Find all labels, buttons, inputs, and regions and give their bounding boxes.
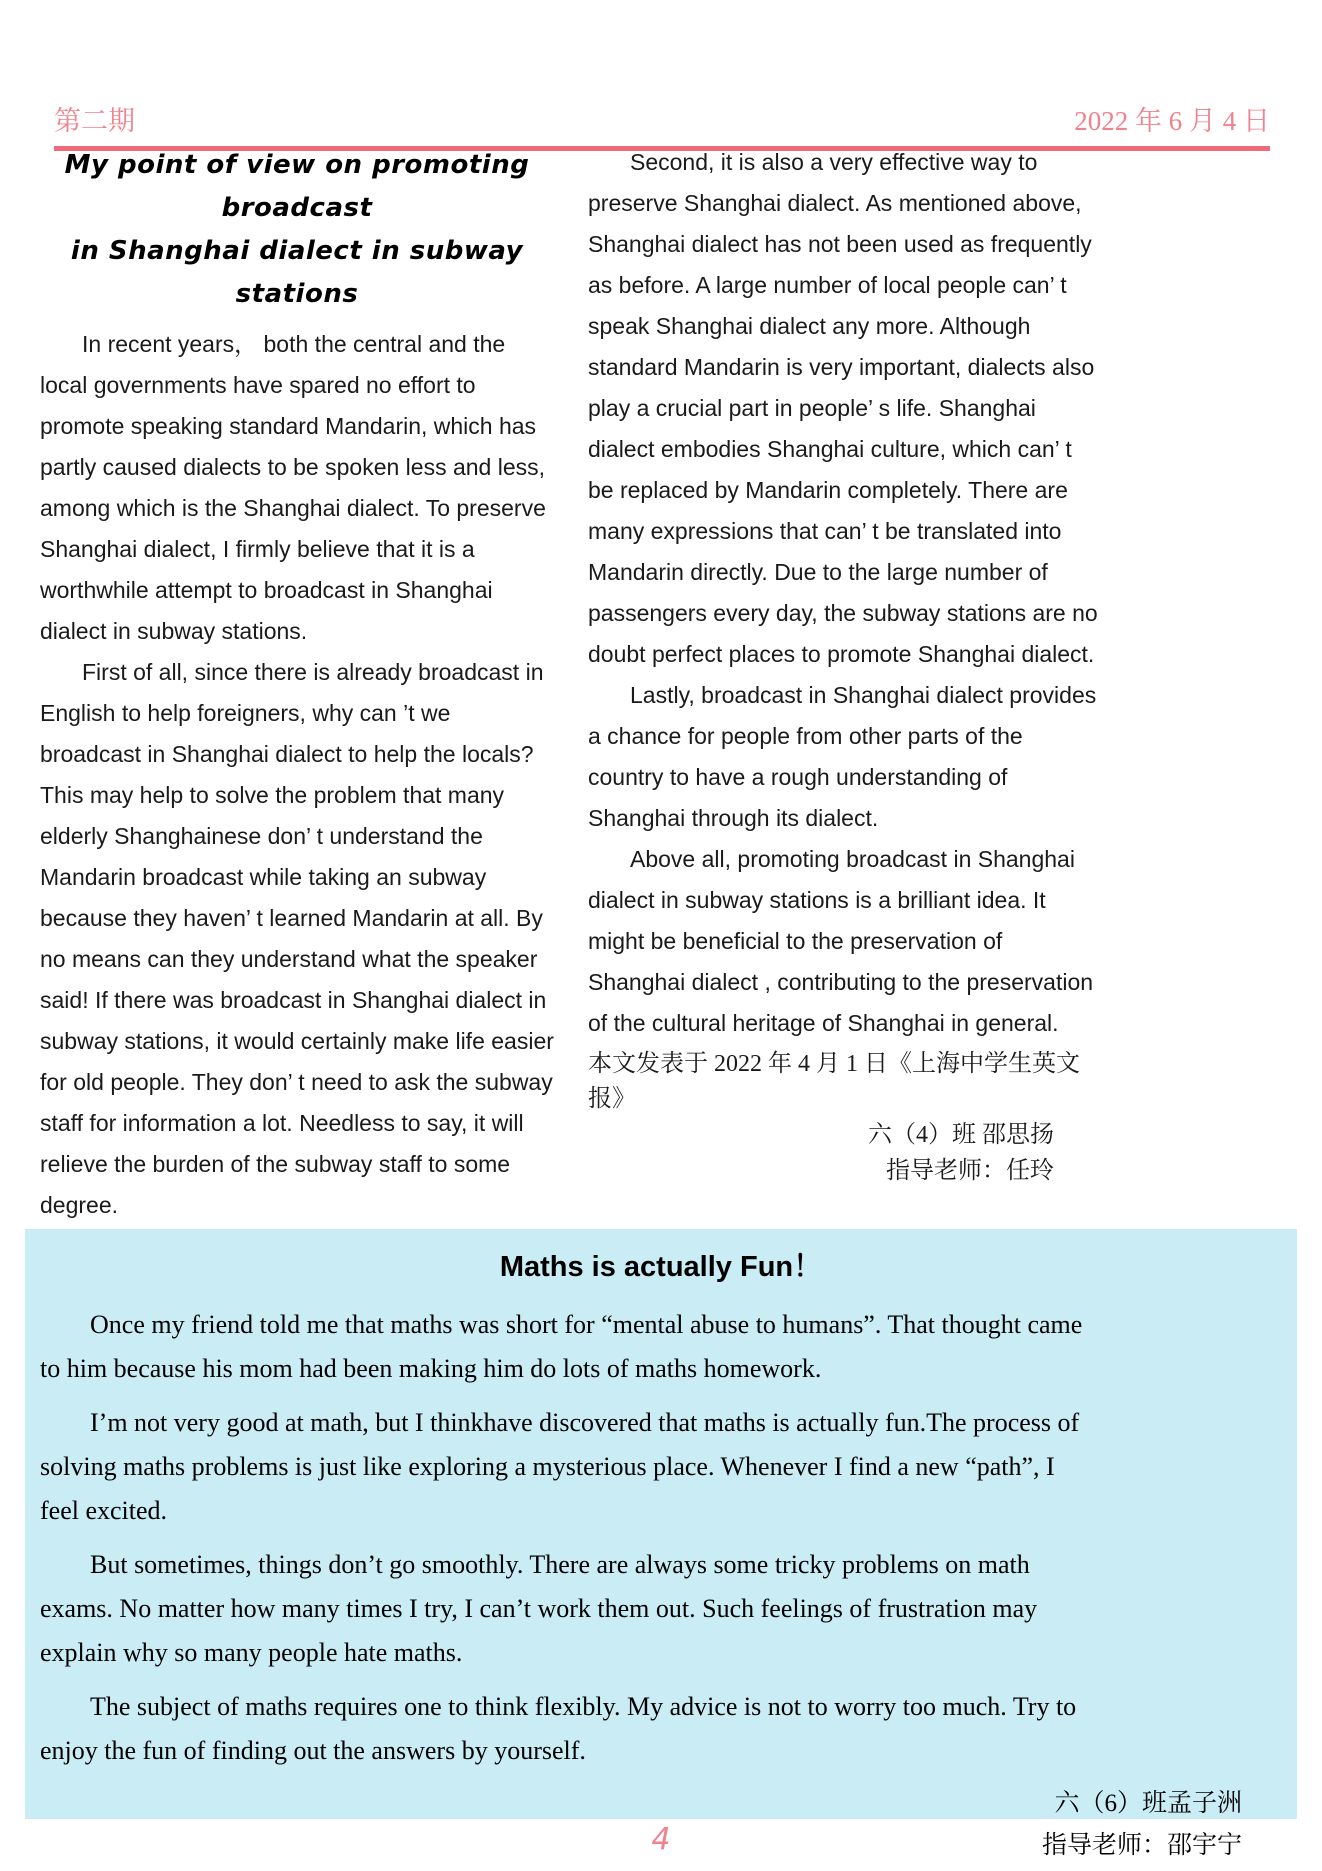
article-shanghai-dialect — [40, 142, 1102, 1226]
author-line: 六（4）班 邵思扬 — [868, 1122, 1054, 1148]
maths-paragraph: But sometimes, things don’t go smoothly. There are always some tricky problems on math exams. No matter how many times I try, I can’t work them out. Such feelings of frustration may explain why so many people hate maths. — [40, 1550, 1038, 1667]
article-title-line1: My point of view on promoting broadcast — [64, 150, 530, 223]
teacher-line: 指导老师：任玲 — [886, 1158, 1054, 1184]
maths-paragraph: Once my friend told me that maths was short for “mental abuse to humans”. That thought came to him because his mom had been making him do lots of maths homework. — [40, 1310, 1083, 1383]
date-label: 2022 年 6 月 4 日 — [1074, 106, 1270, 136]
page-footer — [0, 1822, 1322, 1857]
page-number: 4 — [651, 1822, 671, 1857]
article-paragraph: In recent years， both the central and the local governments have spared no effort to promote speaking standard Mandarin, which has partly caused dialects to be spoken less and less, among which is the Shanghai dialect. To preserve Shanghai dialect, I firmly believe that it is a worthwhile attempt to broadcast in Shanghai dialect in subway stations. — [40, 331, 546, 644]
article-title-line2: in Shanghai dialect in subway stations — [70, 236, 524, 309]
article-paragraph: Above all, promoting broadcast in Shanghai dialect in subway stations is a brilliant idea. It might be beneficial to the preservation of Shanghai dialect , contributing to the preservation of the cultural heritage of Shanghai in general. — [588, 846, 1094, 1036]
maths-author-line: 六（6）班孟子洲 — [1054, 1790, 1242, 1817]
article-paragraph: First of all, since there is already broadcast in English to help foreigners, why can ’t we broadcast in Shanghai dialect to help the locals? This may help to solve the problem that many elderly Shanghainese don’ t understand the Mandarin broadcast while taking an subway because they haven’ t learned Mandarin at all. By no means can they understand what the speaker said! If there was broadcast in Shanghai dialect in subway stations, it would certainly make life easier for old people. They don’ t need to ask the subway staff for information a lot. Needless to say, it will relieve the burden of the subway staff to some degree. — [40, 659, 554, 1218]
article-paragraph: Lastly, broadcast in Shanghai dialect provides a chance for people from other parts of the country to have a rough understanding of Shanghai through its dialect. — [588, 682, 1097, 831]
maths-paragraph: The subject of maths requires one to think flexibly. My advice is not to worry too much. Try to enjoy the fun of finding out the answers by yourself. — [40, 1692, 1077, 1765]
article-right-column — [588, 142, 1102, 1226]
maths-teacher-line: 指导老师：邵宇宁 — [1041, 1832, 1242, 1859]
article-left-column — [40, 142, 554, 1226]
article-maths-fun — [25, 1229, 1297, 1859]
issue-label: 第二期 — [54, 106, 135, 136]
maths-paragraph: I’m not very good at math, but I thinkhave discovered that maths is actually fun.The process of solving maths problems is just like exploring a mysterious place. Whenever I find a new “path”, I feel excited. — [40, 1408, 1080, 1525]
article-paragraph: Second, it is also a very effective way to preserve Shanghai dialect. As mentioned above, Shanghai dialect has not been used as frequently as before. A large number of local people can’ t speak Shanghai dialect any more. Although standard Mandarin is very important, dialects also play a crucial part in people’ s life. Shanghai dialect embodies Shanghai culture, which can’ t be replaced by Mandarin completely. There are many expressions that can’ t be translated into Mandarin directly. Due to the large number of passengers every day, the subway stations are no doubt perfect places to promote Shanghai dialect. — [588, 149, 1098, 667]
publication-note: 本文发表于 2022 年 4 月 1 日《上海中学生英文报》 — [588, 1051, 1080, 1112]
maths-article-title: Maths is actually Fun！ — [499, 1251, 823, 1283]
article-title — [40, 144, 554, 316]
